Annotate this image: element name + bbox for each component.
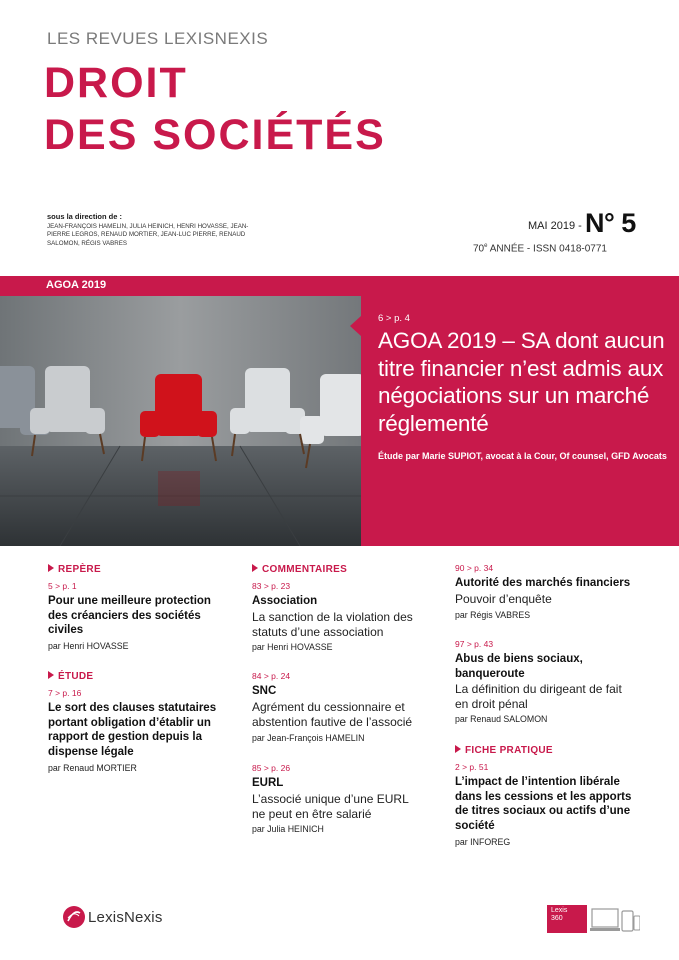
article-author: par INFOREG <box>455 837 511 847</box>
article-author: par Henri HOVASSE <box>252 642 333 652</box>
article-title[interactable]: EURL <box>252 777 284 789</box>
journal-title-line1: DROIT <box>44 59 188 107</box>
article-title[interactable]: Le sort des clauses statutaires portant obligation d’établir un rapport de gestion depuis la dispense légale <box>48 702 217 758</box>
lexis360-mark-text: Lexis 360 <box>551 907 568 922</box>
cover-photo <box>0 296 361 546</box>
triangle-icon <box>48 671 54 679</box>
feature-title[interactable]: AGOA 2019 – SA dont aucun titre financier n’est admis aux négociations sur un marché réglementé <box>378 328 665 436</box>
section-etude: ÉTUDE <box>48 671 93 682</box>
topic-band-label: AGOA 2019 <box>46 279 107 291</box>
article-title[interactable]: Association <box>252 595 318 607</box>
article-subtitle: La définition du dirigeant de fait en droit pénal <box>455 682 622 711</box>
triangle-icon <box>252 564 258 572</box>
section-fiche-pratique: FICHE PRATIQUE <box>455 745 553 756</box>
feature-byline: Étude par Marie SUPIOT, avocat à la Cour, Of counsel, GFD Avocats <box>378 451 667 461</box>
article-subtitle: L’associé unique d’une EURL ne peut en être salarié <box>252 792 409 821</box>
article-author: par Renaud SALOMON <box>455 714 548 724</box>
article-author: par Renaud MORTIER <box>48 763 137 773</box>
issue-number: N° 5 <box>585 208 636 238</box>
triangle-icon <box>48 564 54 572</box>
feature-ref: 6 > p. 4 <box>378 313 410 324</box>
article-title[interactable]: Abus de biens sociaux, banqueroute <box>455 653 583 680</box>
article-ref: 84 > p. 24 <box>252 671 291 681</box>
article-subtitle: La sanction de la violation des statuts d’une association <box>252 610 413 639</box>
article-ref: 83 > p. 23 <box>252 581 291 591</box>
triangle-icon <box>455 745 461 753</box>
article-title[interactable]: SNC <box>252 685 277 697</box>
article-ref: 97 > p. 43 <box>455 639 494 649</box>
article-ref: 7 > p. 16 <box>48 688 82 698</box>
article-ref: 2 > p. 51 <box>455 762 489 772</box>
article-ref: 90 > p. 34 <box>455 563 494 573</box>
series-name: LES REVUES LEXISNEXIS <box>47 29 269 48</box>
section-commentaires: COMMENTAIRES <box>252 564 347 575</box>
article-author: par Henri HOVASSE <box>48 641 129 651</box>
direction-names: JEAN-FRANÇOIS HAMELIN, JULIA HEINICH, HENRI HOVASSE, JEAN-PIERRE LEGROS, RENAUD MORTIER, JEAN-LUC PIERRE, RENAUD SALOMON, RÉGIS VABRES <box>47 223 249 247</box>
issn-line: 70e ANNÉE - ISSN 0418-0771 <box>473 243 607 255</box>
lexisnexis-logo-icon <box>62 905 86 929</box>
devices-icon <box>590 906 640 934</box>
feature-pointer <box>350 316 361 336</box>
lexisnexis-logo-text: LexisNexis <box>88 909 163 926</box>
direction-label: sous la direction de : <box>47 212 123 221</box>
article-author: par Jean-François HAMELIN <box>252 733 365 743</box>
journal-title-line2: DES SOCIÉTÉS <box>44 111 386 159</box>
section-repere: REPÈRE <box>48 564 101 575</box>
article-title[interactable]: Autorité des marchés financiers <box>455 577 631 589</box>
article-author: par Julia HEINICH <box>252 824 324 834</box>
issue-date: MAI 2019 - <box>528 220 582 232</box>
article-subtitle: Pouvoir d’enquête <box>455 592 552 606</box>
article-title[interactable]: L’impact de l’intention libérale dans les cessions et les apports de titres sociaux ou actifs d’une société <box>455 776 632 832</box>
article-ref: 85 > p. 26 <box>252 763 291 773</box>
article-subtitle: Agrément du cessionnaire et abstention fautive de l’associé <box>252 700 413 729</box>
article-author: par Régis VABRES <box>455 610 531 620</box>
article-ref: 5 > p. 1 <box>48 581 77 591</box>
article-title[interactable]: Pour une meilleure protection des créanciers des sociétés civiles <box>48 595 211 636</box>
